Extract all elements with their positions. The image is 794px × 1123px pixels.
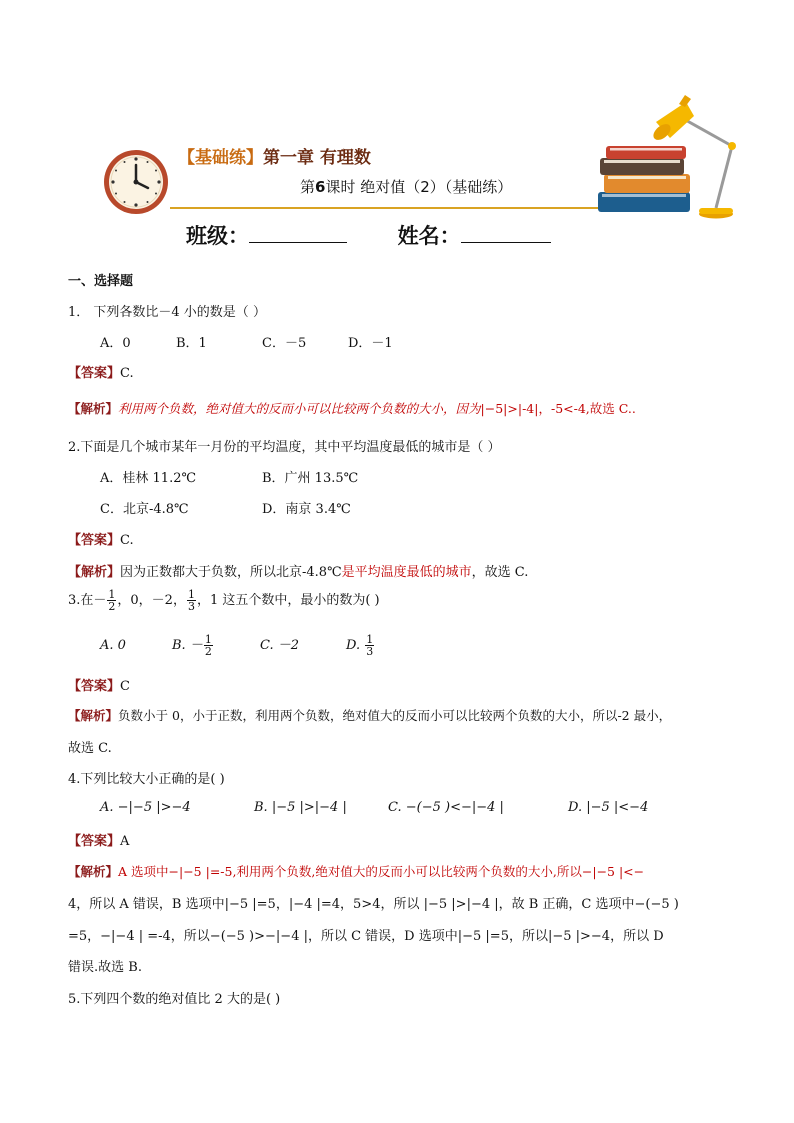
q4-analysis-4: 错误.故选 B. bbox=[68, 960, 142, 975]
q2-option-c[interactable]: C．北京-4.8℃ bbox=[100, 502, 189, 517]
q2-option-a[interactable]: A．桂林 11.2℃ bbox=[100, 471, 197, 486]
q3-analysis-cont: 故选 C. bbox=[68, 741, 112, 756]
q3-analysis: 【解析】负数小于 0，小于正数，利用两个负数，绝对值大的反而小可以比较两个负数的大小，所以-2 最小， bbox=[68, 708, 672, 723]
q3-option-d[interactable]: D. $\frac{1}{3}$ bbox=[346, 633, 374, 658]
header-rule bbox=[170, 207, 610, 209]
q3-option-b[interactable]: B. － $\frac{1}{2}$ bbox=[172, 633, 212, 658]
q1-analysis: 【解析】利用两个负数，绝对值大的反而小可以比较两个负数的大小，因为|−5|>|-4|，-5<-4,故选 C.. bbox=[68, 401, 636, 416]
q4-analysis-3: =5，−|−4 | =-4，所以−(−5 )>−|−4 |，所以 C 错误，D 选项中|−5 |=5，所以|−5 |>−4，所以 D bbox=[68, 929, 664, 944]
q2-answer: 【答案】C. bbox=[68, 533, 134, 548]
q2-analysis: 【解析】因为正数都大于负数，所以北京-4.8℃是平均温度最低的城市，故选 C. bbox=[68, 565, 529, 580]
q2-stem: 2.下面是几个城市某年一月份的平均温度，其中平均温度最低的城市是（ ） bbox=[68, 440, 501, 455]
name-field[interactable] bbox=[461, 222, 551, 243]
q5-stem: 5.下列四个数的绝对值比 2 大的是( ) bbox=[68, 992, 281, 1007]
title-chapter: 第一章 有理数 bbox=[263, 148, 371, 168]
q4-option-a[interactable]: A. −|−5 |>−4 bbox=[100, 800, 191, 815]
q4-answer: 【答案】A bbox=[68, 834, 130, 849]
class-name-row bbox=[186, 220, 551, 250]
q4-stem: 4.下列比较大小正确的是( ) bbox=[68, 772, 225, 787]
q1-options bbox=[100, 332, 393, 351]
title-bracket: 【基础练】 bbox=[178, 148, 263, 168]
section-heading: 一、选择题 bbox=[68, 274, 134, 289]
q1-option-b[interactable]: B．1 bbox=[176, 336, 207, 351]
q4-analysis-1: 【解析】A 选项中−|−5 |=-5,利用两个负数,绝对值大的反而小可以比较两个负数的大小,所以−|−5 |<− bbox=[68, 864, 645, 879]
q2-options-row2 bbox=[100, 498, 351, 517]
q3-options bbox=[100, 634, 375, 657]
name-label: 姓名： bbox=[397, 223, 461, 248]
q3-option-a[interactable]: A. 0 bbox=[100, 638, 126, 653]
q4-options bbox=[100, 800, 648, 815]
clock-icon bbox=[102, 148, 170, 216]
fraction: $\frac{1}{3}$ bbox=[187, 588, 195, 613]
q3-stem: 3.在－ $\frac{1}{2}$ ，0，－2， $\frac{1}{3}$ ，1 这五个数中，最小的数为( ) bbox=[68, 588, 380, 613]
q2-option-d[interactable]: D．南京 3.4℃ bbox=[262, 502, 351, 517]
q3-answer: 【答案】C bbox=[68, 679, 130, 694]
q4-option-b[interactable]: B. |−5 |>|−4 | bbox=[254, 800, 347, 815]
q2-option-b[interactable]: B．广州 13.5℃ bbox=[262, 471, 359, 486]
books-lamp-illustration bbox=[596, 94, 744, 222]
q1-stem: 1． 下列各数比－4 小的数是（ ） bbox=[68, 305, 266, 320]
q1-option-d[interactable]: D．－1 bbox=[348, 336, 393, 351]
page-title bbox=[178, 143, 371, 168]
q4-option-d[interactable]: D. |−5 |<−4 bbox=[568, 800, 649, 815]
q2-options-row1 bbox=[100, 467, 358, 486]
q1-answer: 【答案】C. bbox=[68, 366, 134, 381]
q1-option-c[interactable]: C．－5 bbox=[262, 336, 307, 351]
q3-option-c[interactable]: C. －2 bbox=[260, 638, 300, 653]
q4-analysis-2: 4，所以 A 错误，B 选项中|−5 |=5，|−4 |=4，5>4，所以 |−5 |>|−4 |，故 B 正确，C 选项中−(−5 ) bbox=[68, 897, 679, 912]
class-field[interactable] bbox=[249, 222, 347, 243]
q1-option-a[interactable]: A．0 bbox=[100, 336, 131, 351]
lesson-subtitle: 第6课时 绝对值（2）（基础练） bbox=[300, 178, 513, 196]
fraction: $\frac{1}{2}$ bbox=[108, 588, 116, 613]
q4-option-c[interactable]: C. −(−5 )<−|−4 | bbox=[388, 800, 504, 815]
class-label: 班级： bbox=[186, 223, 249, 248]
